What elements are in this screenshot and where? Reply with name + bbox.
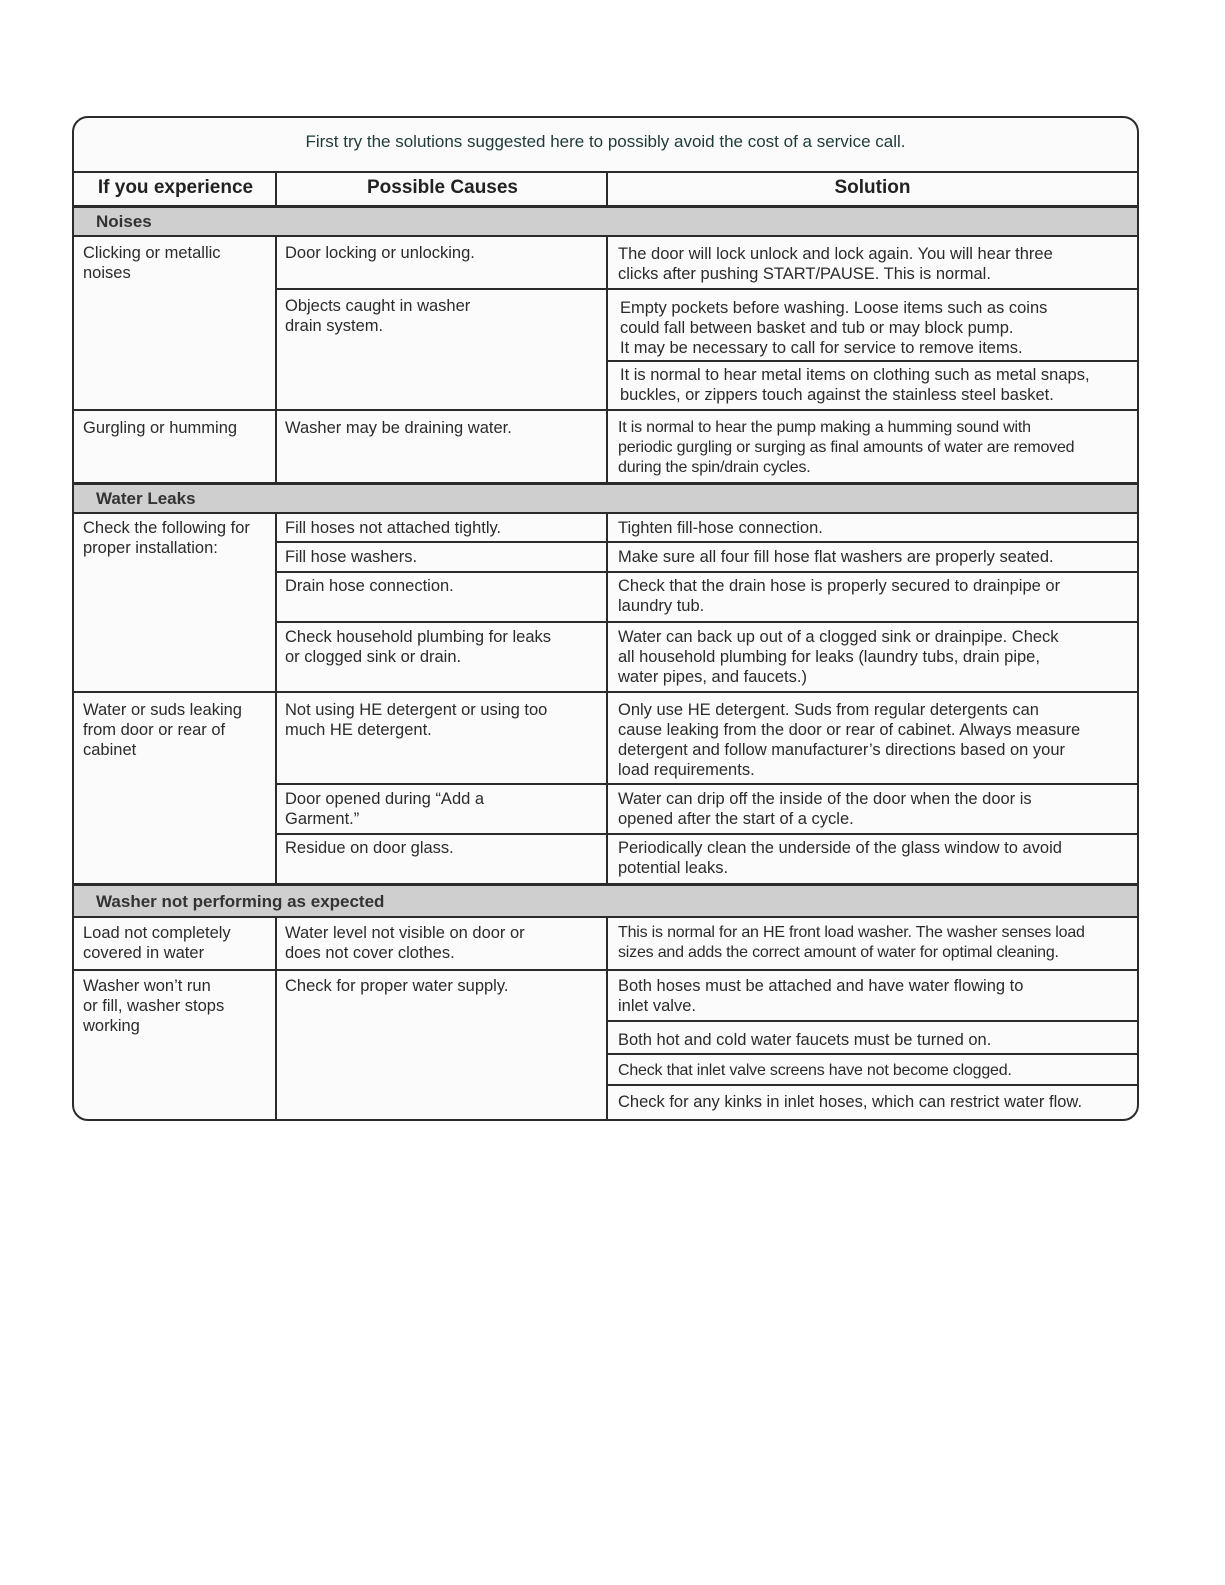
divider: [275, 237, 277, 484]
solution-clean-glass: Periodically clean the underside of the glass window to avoid potential leaks.: [618, 839, 1062, 877]
header-causes: Possible Causes: [366, 177, 519, 198]
divider: [275, 621, 1137, 623]
solution-empty-pockets: Empty pockets before washing. Loose items such as coins could fall between basket and tub or may block pump. It may be necessary to call for service to remove items.: [620, 299, 1048, 357]
cause-plumbing: Check household plumbing for leaks or clogged sink or drain.: [285, 628, 551, 666]
divider: [275, 541, 1137, 543]
divider: [74, 691, 1137, 693]
cause-water-level: Water level not visible on door or does not cover clothes.: [285, 924, 525, 962]
cause-drain-hose: Drain hose connection.: [285, 577, 454, 595]
cause-water-supply: Check for proper water supply.: [285, 977, 509, 995]
header-solution: Solution: [834, 177, 911, 198]
header-experience: If you experience: [97, 177, 254, 198]
solution-kinks: Check for any kinks in inlet hoses, which can restrict water flow.: [618, 1093, 1083, 1111]
cause-he-detergent: Not using HE detergent or using too much HE detergent.: [285, 701, 548, 739]
solution-pump-humming: It is normal to hear the pump making a humming sound with periodic gurgling or surging as final amounts of water are removed during the spin/drain cycles.: [618, 419, 1075, 476]
divider: [275, 918, 277, 1121]
divider: [275, 171, 277, 207]
divider: [606, 360, 1137, 362]
cause-draining: Washer may be draining water.: [285, 419, 512, 437]
section-performance: [74, 883, 1137, 918]
divider: [606, 1053, 1137, 1055]
experience-clicking: Clicking or metallic noises: [83, 244, 221, 282]
solution-he-normal: This is normal for an HE front load washer. The washer senses load sizes and adds the correct amount of water for optimal cleaning.: [618, 924, 1085, 961]
experience-load: Load not completely covered in water: [83, 924, 231, 962]
section-title: Noises: [96, 212, 152, 231]
cause-door-locking: Door locking or unlocking.: [285, 244, 475, 262]
troubleshooting-table: [72, 116, 1139, 1121]
experience-installation: Check the following for proper installation:: [83, 519, 250, 557]
divider: [275, 783, 1137, 785]
divider: [606, 514, 608, 885]
solution-door-drip: Water can drip off the inside of the door when the door is opened after the start of a cycle.: [618, 790, 1032, 828]
divider: [74, 969, 1137, 971]
section-title: Washer not performing as expected: [96, 892, 385, 911]
divider: [606, 1020, 1137, 1022]
cause-door-opened: Door opened during “Add a Garment.”: [285, 790, 485, 828]
solution-inlet-screens: Check that inlet valve screens have not become clogged.: [618, 1062, 1012, 1079]
cause-fill-hoses: Fill hoses not attached tightly.: [285, 519, 502, 537]
solution-faucets-on: Both hot and cold water faucets must be turned on.: [618, 1031, 992, 1049]
solution-hoses-attached: Both hoses must be attached and have water flowing to inlet valve.: [618, 977, 1024, 1015]
solution-he-detergent: Only use HE detergent. Suds from regular detergents can cause leaking from the door or rear of cabinet. Always measure detergent and follow manufacturer’s directions based on your load requirements.: [618, 701, 1081, 779]
solution-drain-hose: Check that the drain hose is properly secured to drainpipe or laundry tub.: [618, 577, 1061, 615]
experience-wont-run: Washer won’t run or fill, washer stops working: [83, 977, 225, 1035]
divider: [275, 514, 277, 885]
divider: [606, 171, 608, 207]
cause-objects-caught: Objects caught in washer drain system.: [285, 297, 471, 335]
service-call-note: First try the solutions suggested here to possibly avoid the cost of a service call.: [305, 132, 906, 151]
solution-tighten: Tighten fill-hose connection.: [618, 519, 823, 537]
section-title: Water Leaks: [96, 489, 196, 508]
section-water-leaks: [74, 482, 1137, 514]
divider: [606, 1084, 1137, 1086]
section-noises: [74, 205, 1137, 237]
experience-gurgling: Gurgling or humming: [83, 419, 238, 437]
divider: [275, 571, 1137, 573]
cause-hose-washers: Fill hose washers.: [285, 548, 418, 566]
solution-metal-items: It is normal to hear metal items on clothing such as metal snaps, buckles, or zippers touch against the stainless steel basket.: [620, 366, 1090, 404]
divider: [74, 409, 1137, 411]
solution-door-locking: The door will lock unlock and lock again. You will hear three clicks after pushing START/PAUSE. This is normal.: [618, 245, 1053, 283]
experience-suds: Water or suds leaking from door or rear of cabinet: [83, 701, 242, 759]
solution-plumbing: Water can back up out of a clogged sink or drainpipe. Check all household plumbing for leaks (laundry tubs, drain pipe, water pipes, and faucets.): [618, 628, 1059, 686]
cause-residue: Residue on door glass.: [285, 839, 454, 857]
divider: [275, 833, 1137, 835]
divider: [275, 288, 1137, 290]
solution-washers-seated: Make sure all four fill hose flat washers are properly seated.: [618, 548, 1054, 566]
